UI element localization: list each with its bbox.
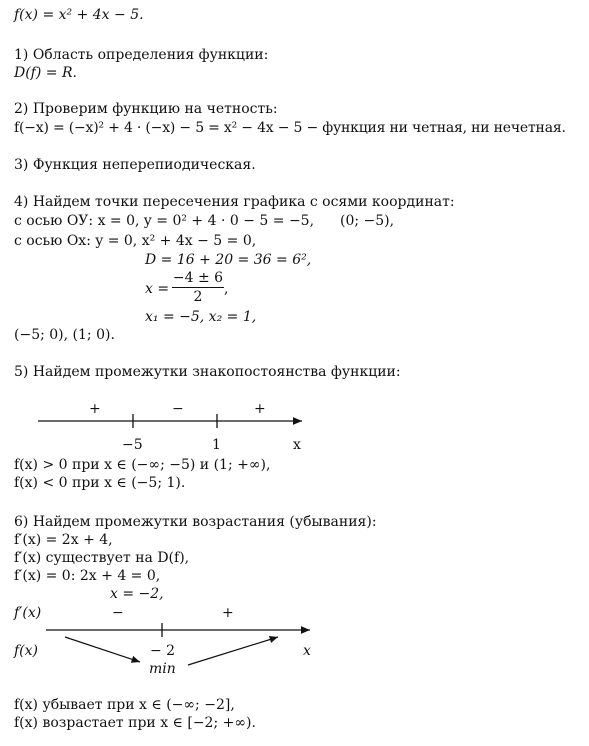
function-definition: f(x) = x² + 4x − 5. xyxy=(14,7,144,23)
monotonic-axis-label: x xyxy=(303,643,311,659)
roots-values: x₁ = −5, x₂ = 1, xyxy=(145,309,257,325)
sign-plus-left: + xyxy=(89,401,101,417)
f-row-label: f(x) xyxy=(14,643,39,659)
derivative-sign-plus: + xyxy=(222,605,234,621)
sign-axis-label: x xyxy=(293,437,301,453)
section-2-heading: 2) Проверим функцию на четность: xyxy=(14,101,278,117)
tick-label-minus5: −5 xyxy=(122,437,143,453)
positive-interval: f(x) > 0 при x ∈ (−∞; −5) и (1; +∞), xyxy=(14,457,271,473)
tick-label-minus2: − 2 xyxy=(150,643,176,659)
section-6-heading: 6) Найдем промежутки возрастания (убывания): xyxy=(14,514,377,530)
negative-interval: f(x) < 0 при x ∈ (−5; 1). xyxy=(14,475,186,491)
section-1-heading: 1) Область определения функции: xyxy=(14,47,269,63)
oy-intersection: с осью ОУ: x = 0, y = 0² + 4 · 0 − 5 = −5, xyxy=(14,213,315,229)
discriminant: D = 16 + 20 = 36 = 6², xyxy=(145,252,312,268)
parity-expression: f(−x) = (−x)² + 4 · (−x) − 5 = x² − 4x − 5 − функция ни четная, ни нечетная. xyxy=(14,120,566,136)
x-equals: x = xyxy=(145,281,170,297)
increasing-interval: f(x) возрастает при x ∈ [−2; +∞). xyxy=(14,715,256,731)
tick-label-1: 1 xyxy=(212,437,221,453)
decreasing-arrow xyxy=(65,637,140,662)
section-3-heading: 3) Функция неперепиодическая. xyxy=(14,157,256,173)
intersection-points: (−5; 0), (1; 0). xyxy=(14,327,115,343)
fraction-numerator: −4 ± 6 xyxy=(172,270,224,286)
minimum-label: min xyxy=(149,661,176,677)
derivative: f′(x) = 2x + 4, xyxy=(14,532,113,548)
sign-minus-middle: − xyxy=(172,401,184,417)
critical-point: x = −2, xyxy=(110,586,164,602)
domain-statement: D(f) = R. xyxy=(14,65,77,81)
fprime-row-label: f′(x) xyxy=(14,605,42,621)
oy-point: (0; −5), xyxy=(340,213,395,229)
derivative-exists: f′(x) существует на D(f), xyxy=(14,550,190,566)
decreasing-interval: f(x) убывает при x ∈ (−∞; −2], xyxy=(14,697,235,713)
increasing-arrow xyxy=(188,637,278,665)
ox-intersection: с осью Ox: y = 0, x² + 4x − 5 = 0, xyxy=(14,233,257,249)
sign-plus-right: + xyxy=(254,401,266,417)
section-4-heading: 4) Найдем точки пересечения графика с осями координат: xyxy=(14,194,455,210)
fraction-denominator: 2 xyxy=(193,289,203,305)
derivative-zero: f′(x) = 0: 2x + 4 = 0, xyxy=(14,568,161,584)
fraction-comma: , xyxy=(224,281,229,297)
derivative-sign-minus: − xyxy=(112,605,124,621)
section-5-heading: 5) Найдем промежутки знакопостоянства функции: xyxy=(14,364,401,380)
